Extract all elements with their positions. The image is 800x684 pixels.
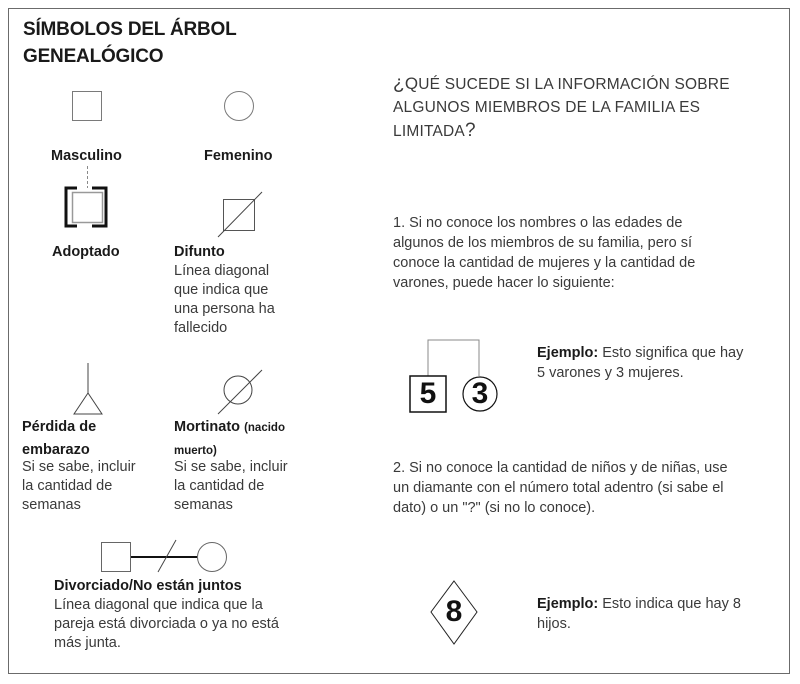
label-divorciado: Divorciado/No están juntos (54, 578, 242, 594)
desc-divorciado: Línea diagonal que indica que la pareja está divorciada o ya no está más junta. (54, 597, 279, 651)
adopted-bracket-square-icon (60, 166, 120, 232)
square-icon (72, 91, 104, 123)
label-mortinato: Mortinato (nacido muerto) (174, 419, 285, 457)
title-line-2: GENEALÓGICO (23, 46, 164, 67)
label-adoptado: Adoptado (52, 244, 120, 260)
desc-difunto: Línea diagonal que indica que una persona ha fallecido (174, 263, 275, 336)
label-difunto: Difunto (174, 244, 225, 260)
question-line-2: ALGUNOS MIEMBROS DE LA FAMILIA ES (393, 99, 701, 116)
square-diagonal-icon (218, 192, 268, 242)
female-count: 3 (471, 377, 489, 410)
label-perdida-embarazo: Pérdida de embarazo (22, 419, 97, 458)
circle-icon (224, 91, 256, 123)
example-2-text: Ejemplo: Esto indica que hay 8 hijos. (537, 596, 741, 632)
point-2-text: 2. Si no conoce la cantidad de niños y de niñas, use un diamante con el número total adentro (si sabe el dato) o un "?" (si no lo conoce). (393, 460, 728, 516)
triangle-icon (72, 363, 108, 415)
label-masculino: Masculino (51, 148, 122, 164)
point-1-text: 1. Si no conoce los nombres o las edades de algunos de los miembros de su familia, pero sí conoce la cantidad de mujeres y la cantidad de varones, puede hacer lo siguiente: (393, 215, 696, 291)
desc-mortinato: Si se sabe, incluir la cantidad de semanas (174, 459, 288, 513)
question-line-3: LIMITADA (393, 123, 465, 140)
label-femenino: Femenino (204, 148, 273, 164)
total-children-count: 8 (445, 595, 463, 628)
circle-diagonal-icon (216, 368, 266, 416)
example-1-text: Ejemplo: Esto significa que hay 5 varones y 3 mujeres. (537, 345, 744, 381)
male-count: 5 (419, 377, 437, 410)
title-line-1: SÍMBOLOS DEL ÁRBOL (23, 19, 237, 40)
desc-perdida-embarazo: Si se sabe, incluir la cantidad de semanas (22, 459, 136, 513)
question-line-1: UÉ SUCEDE SI LA INFORMACIÓN SOBRE (418, 76, 730, 93)
divorced-couple-icon (100, 538, 230, 578)
page-title (23, 16, 237, 70)
question-heading: ¿QUÉ SUCEDE SI LA INFORMACIÓN SOBRE ALGUNOS MIEMBROS DE LA FAMILIA ES LIMITADA? (393, 73, 730, 141)
